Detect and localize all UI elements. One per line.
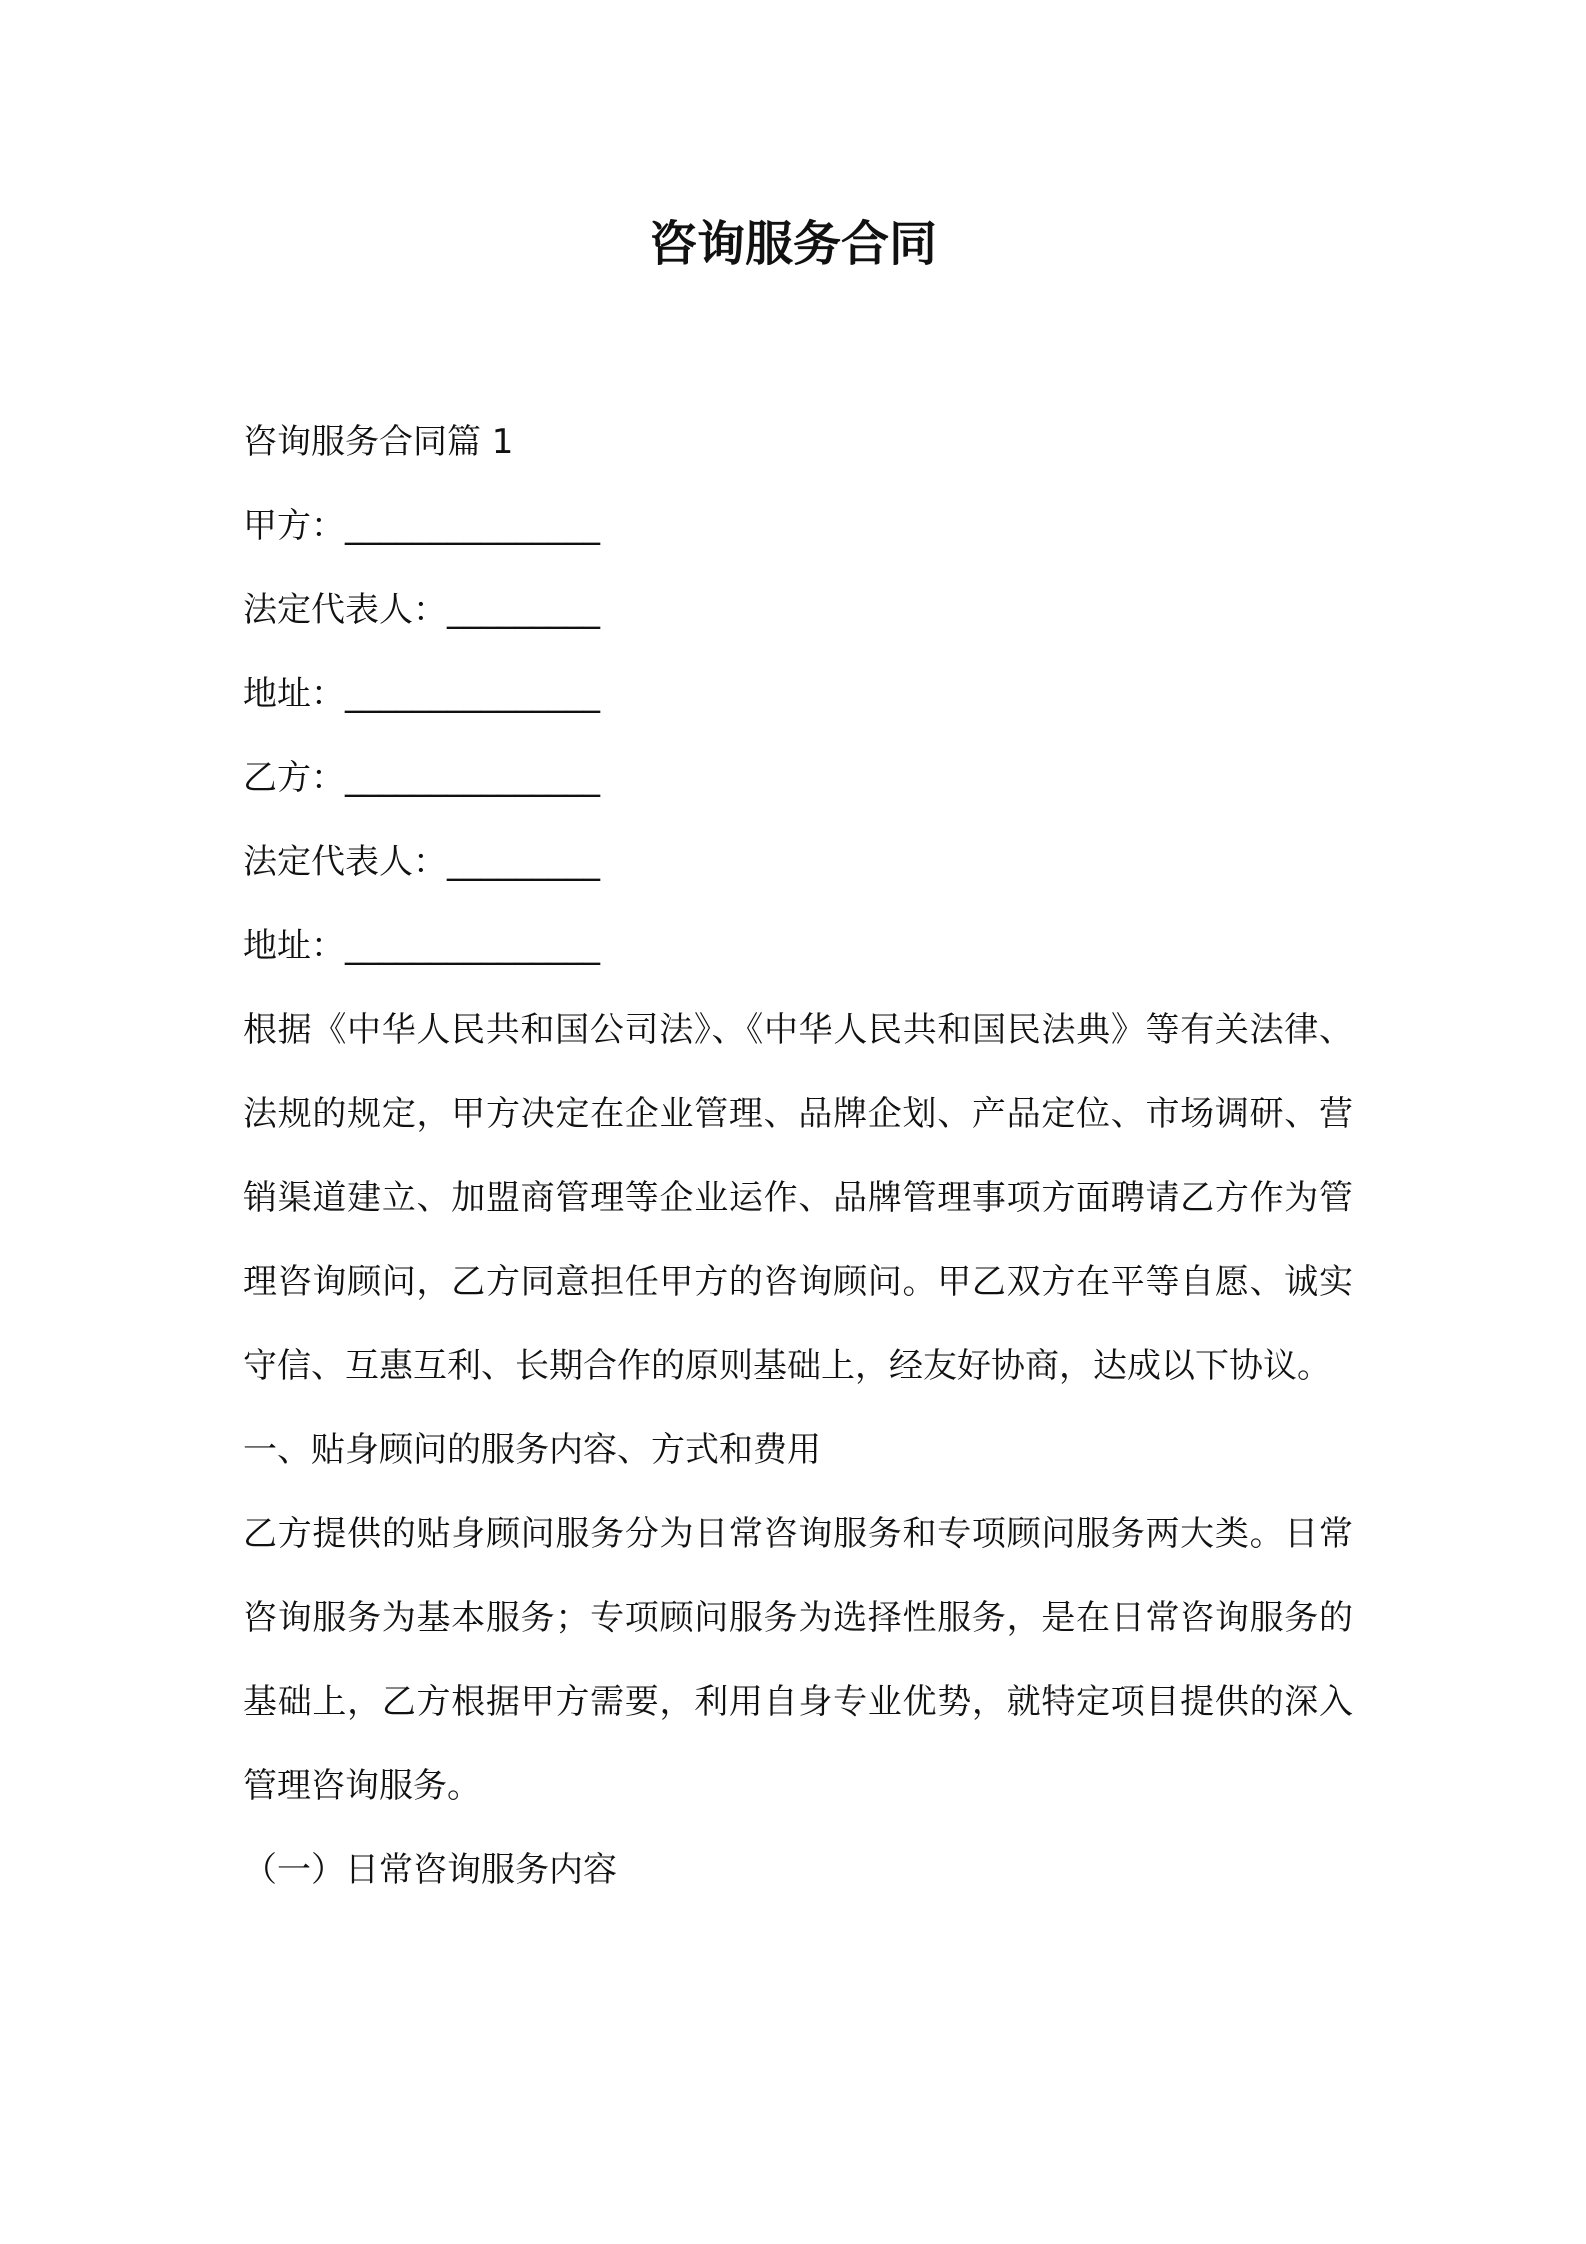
preamble-paragraph: 根据《中华人民共和国公司法》、《中华人民共和国民法典》等有关法律、法规的规定，甲方决定在企业管理、品牌企划、产品定位、市场调研、营销渠道建立、加盟商管理等企业运作、品牌管理事项方面聘请乙方作为管理咨询顾问，乙方同意担任甲方的咨询顾问。甲乙双方在平等自愿、诚实守信、互惠互利、长期合作的原则基础上，经友好协商，达成以下协议。 [243,1010,1353,1386]
party-a-representative-line: 法定代表人：_________ [243,590,600,630]
document-body [243,400,1353,1912]
party-a-line: 甲方：_______________ [243,506,600,546]
section-title: 咨询服务合同篇 1 [243,422,514,462]
party-b-line: 乙方：_______________ [243,758,600,798]
document-title: 咨询服务合同 [648,216,937,272]
heading-service-content: 一、贴身顾问的服务内容、方式和费用 [243,1430,821,1470]
subheading-daily-consulting: （一）日常咨询服务内容 [243,1850,617,1890]
party-b-address-line: 地址：_______________ [243,926,600,966]
party-a-address-line: 地址：_______________ [243,674,600,714]
service-description-paragraph: 乙方提供的贴身顾问服务分为日常咨询服务和专项顾问服务两大类。日常咨询服务为基本服务；专项顾问服务为选择性服务，是在日常咨询服务的基础上，乙方根据甲方需要，利用自身专业优势，就特定项目提供的深入管理咨询服务。 [243,1514,1353,1806]
party-b-representative-line: 法定代表人：_________ [243,842,600,882]
